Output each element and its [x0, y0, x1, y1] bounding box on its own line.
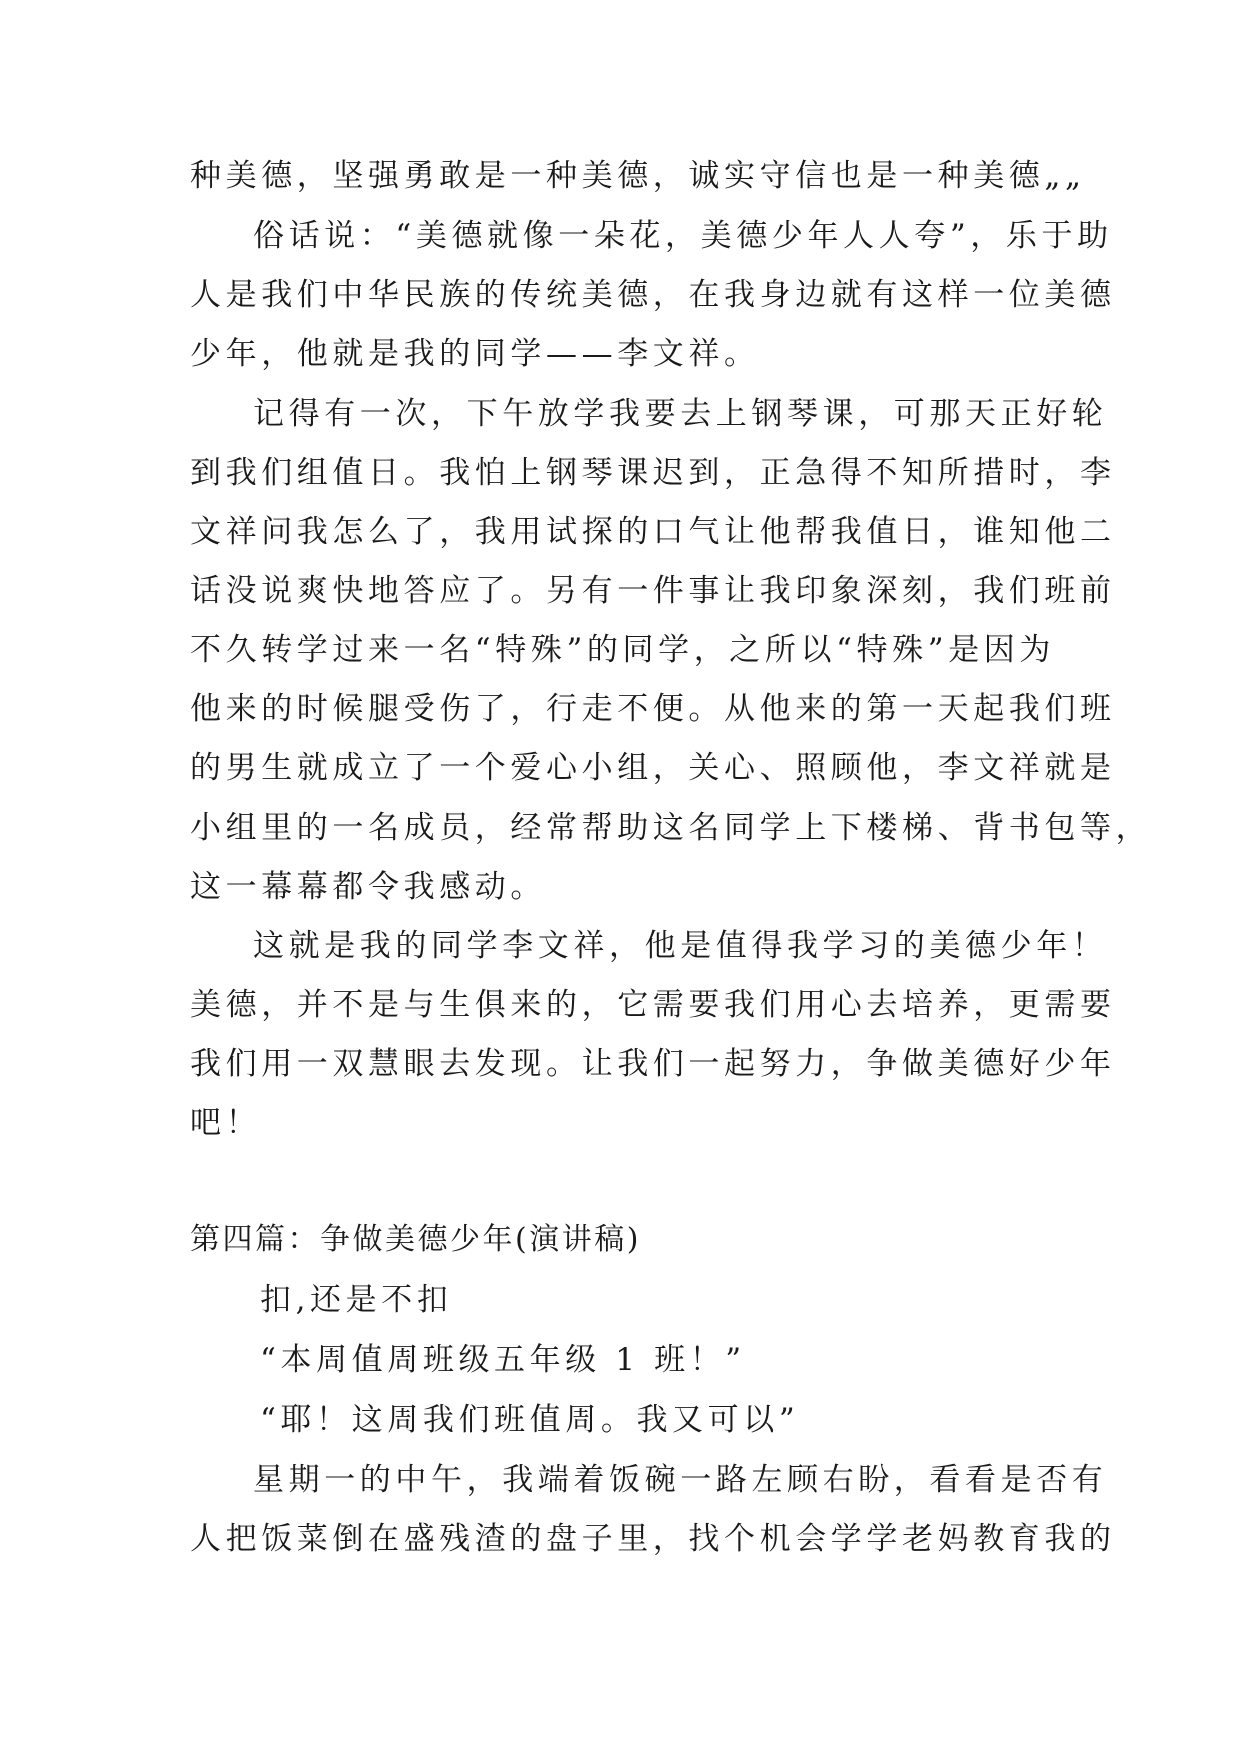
subtitle-line: 扣,还是不扣 — [260, 1282, 453, 1318]
text-line: 我们用一双慧眼去发现。让我们一起努力，争做美德好少年 — [190, 1046, 1116, 1082]
section-heading: 第四篇：争做美德少年(演讲稿) — [190, 1222, 641, 1257]
text-line: 吧！ — [190, 1105, 262, 1141]
text-line: 的男生就成立了一个爱心小组，关心、照顾他，李文祥就是 — [190, 750, 1116, 786]
paragraph-first-line: 记得有一次，下午放学我要去上钢琴课，可那天正好轮 — [253, 396, 1108, 432]
text-line: 他来的时候腿受伤了，行走不便。从他来的第一天起我们班 — [190, 691, 1116, 727]
text-line: 文祥问我怎么了，我用试探的口气让他帮我值日，谁知他二 — [190, 514, 1116, 550]
text-line: 这一幕幕都令我感动。 — [190, 869, 546, 905]
paragraph-first-line: 星期一的中午，我端着饭碗一路左顾右盼，看看是否有 — [253, 1462, 1108, 1498]
text-line: 少年，他就是我的同学——李文祥。 — [190, 336, 760, 372]
text-line: 种美德，坚强勇敢是一种美德，诚实守信也是一种美德„„ — [190, 158, 1086, 194]
text-line: 话没说爽快地答应了。另有一件事让我印象深刻，我们班前 — [190, 573, 1116, 609]
text-line: 人把饭菜倒在盛残渣的盘子里，找个机会学学老妈教育我的 — [190, 1521, 1116, 1557]
text-line: 不久转学过来一名“特殊”的同学，之所以“特殊”是因为 — [190, 632, 1055, 668]
quote-line: “本周值周班级五年级 1 班！” — [260, 1342, 746, 1378]
text-line: 人是我们中华民族的传统美德，在我身边就有这样一位美德 — [190, 277, 1116, 313]
paragraph-first-line: 俗话说：“美德就像一朵花，美德少年人人夸”，乐于助 — [253, 218, 1113, 254]
paragraph-first-line: 这就是我的同学李文祥，他是值得我学习的美德少年！ — [253, 928, 1108, 964]
text-line: 小组里的一名成员，经常帮助这名同学上下楼梯、背书包等， — [190, 810, 1152, 846]
text-line: 到我们组值日。我怕上钢琴课迟到，正急得不知所措时，李 — [190, 455, 1116, 491]
quote-line: “耶！这周我们班值周。我又可以” — [260, 1402, 800, 1438]
text-line: 美德，并不是与生俱来的，它需要我们用心去培养，更需要 — [190, 987, 1116, 1023]
